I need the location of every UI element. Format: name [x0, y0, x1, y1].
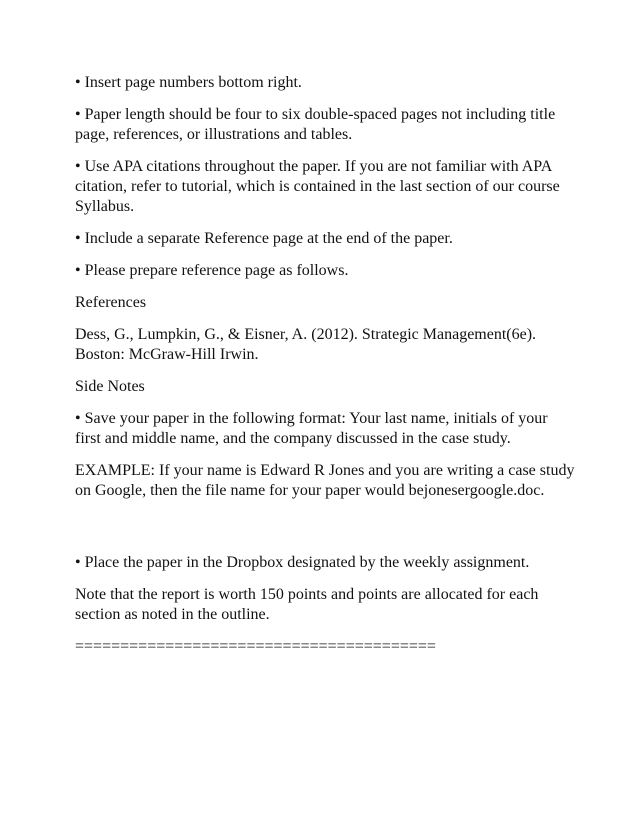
bullet-reference-page: • Include a separate Reference page at the end of the paper.	[75, 230, 453, 247]
bullet-paper-length: • Paper length should be four to six double-spaced pages not including title page, references, or illustrations and tables.	[75, 106, 556, 143]
separator-line: ========================================	[75, 638, 436, 655]
reference-entry: Dess, G., Lumpkin, G., & Eisner, A. (2012). Strategic Management(6e). Boston: McGraw-Hill Irwin.	[75, 326, 537, 363]
points-note: Note that the report is worth 150 points and points are allocated for each section as noted in the outline.	[75, 586, 539, 623]
bullet-dropbox: • Place the paper in the Dropbox designated by the weekly assignment.	[75, 554, 530, 571]
bullet-apa-citations: • Use APA citations throughout the paper. If you are not familiar with APA citation, refer to tutorial, which is contained in the last section of our course Syllabus.	[75, 158, 560, 215]
bullet-reference-format: • Please prepare reference page as follows.	[75, 262, 349, 279]
blank-space	[75, 513, 575, 553]
document-body	[75, 73, 575, 657]
references-heading: References	[75, 294, 147, 311]
side-notes-heading: Side Notes	[75, 378, 145, 395]
example-paragraph: EXAMPLE: If your name is Edward R Jones and you are writing a case study on Google, then the file name for your paper would bejonesergoogle.doc.	[75, 462, 575, 499]
bullet-save-format: • Save your paper in the following format: Your last name, initials of your first and middle name, and the company discussed in the case study.	[75, 410, 548, 447]
bullet-page-numbers: • Insert page numbers bottom right.	[75, 74, 302, 91]
